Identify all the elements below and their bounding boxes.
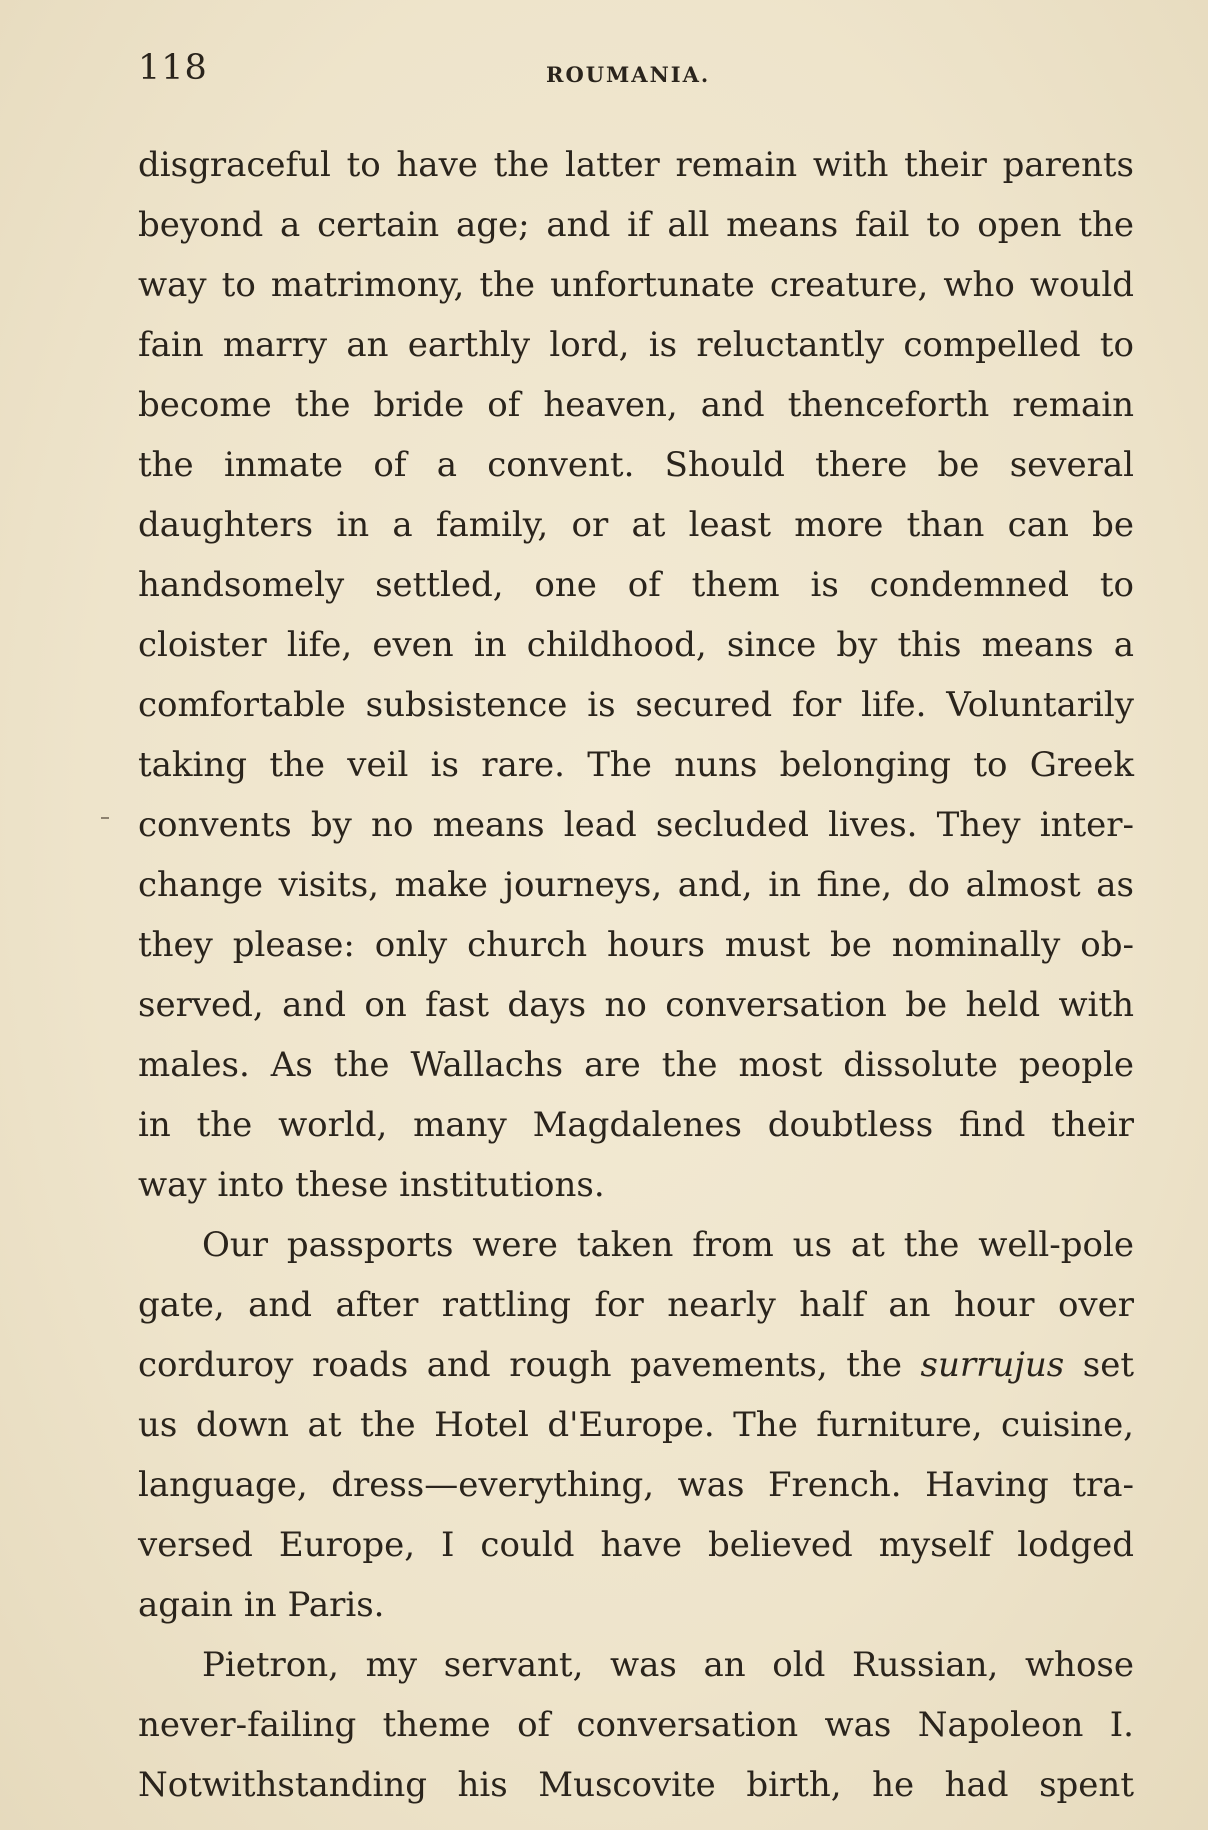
- text-line: gate, and after rattling for nearly half an hour over: [138, 1285, 1134, 1325]
- text-line: disgraceful to have the latter remain with their parents: [138, 145, 1134, 185]
- running-title: ROUMANIA.: [546, 62, 711, 87]
- text-line: language, dress—everything, was French. Having tra-: [138, 1465, 1134, 1505]
- text-line: they please: only church hours must be nominally ob-: [138, 925, 1134, 965]
- text-line: change visits, make journeys, and, in fine, do almost as: [138, 865, 1134, 905]
- text-line: comfortable subsistence is secured for life. Voluntarily: [138, 685, 1134, 725]
- text-line: fain marry an earthly lord, is reluctantly compelled to: [138, 325, 1134, 365]
- text-line: Notwithstanding his Muscovite birth, he had spent: [138, 1765, 1134, 1805]
- text-line: way into these institutions.: [138, 1165, 605, 1205]
- text-line: Pietron, my servant, was an old Russian, whose: [202, 1645, 1134, 1685]
- text-line-with-italic: [138, 1335, 1134, 1395]
- text-line: handsomely settled, one of them is condemned to: [138, 565, 1134, 605]
- italic-word: surrujus: [920, 1345, 1065, 1385]
- text-line: in the world, many Magdalenes doubtless find their: [138, 1105, 1134, 1145]
- text-line: daughters in a family, or at least more than can be: [138, 505, 1134, 545]
- text-span: set: [1064, 1345, 1134, 1385]
- text-line: again in Paris.: [138, 1585, 385, 1625]
- body-text: [138, 135, 1134, 1815]
- text-line: cloister life, even in childhood, since by this means a: [138, 625, 1134, 665]
- text-line: never-failing theme of conversation was Napoleon I.: [138, 1705, 1134, 1745]
- text-line: versed Europe, I could have believed myself lodged: [138, 1525, 1134, 1565]
- text-line: males. As the Wallachs are the most dissolute people: [138, 1045, 1134, 1085]
- page-number: 118: [138, 48, 208, 88]
- text-line: become the bride of heaven, and thenceforth remain: [138, 385, 1134, 425]
- margin-mark: [101, 817, 109, 819]
- text-line: served, and on fast days no conversation be held with: [138, 985, 1134, 1025]
- text-line: us down at the Hotel d'Europe. The furniture, cuisine,: [138, 1405, 1134, 1445]
- text-line: taking the veil is rare. The nuns belonging to Greek: [138, 745, 1134, 785]
- text-line: the inmate of a convent. Should there be several: [138, 445, 1134, 485]
- text-line: convents by no means lead secluded lives. They inter-: [138, 805, 1134, 845]
- text-line: way to matrimony, the unfortunate creature, who would: [138, 265, 1134, 305]
- text-span: corduroy roads and rough pavements, the: [138, 1345, 921, 1385]
- text-line: beyond a certain age; and if all means fail to open the: [138, 205, 1134, 245]
- running-head: [138, 48, 1134, 98]
- text-line: Our passports were taken from us at the well-pole: [202, 1225, 1134, 1265]
